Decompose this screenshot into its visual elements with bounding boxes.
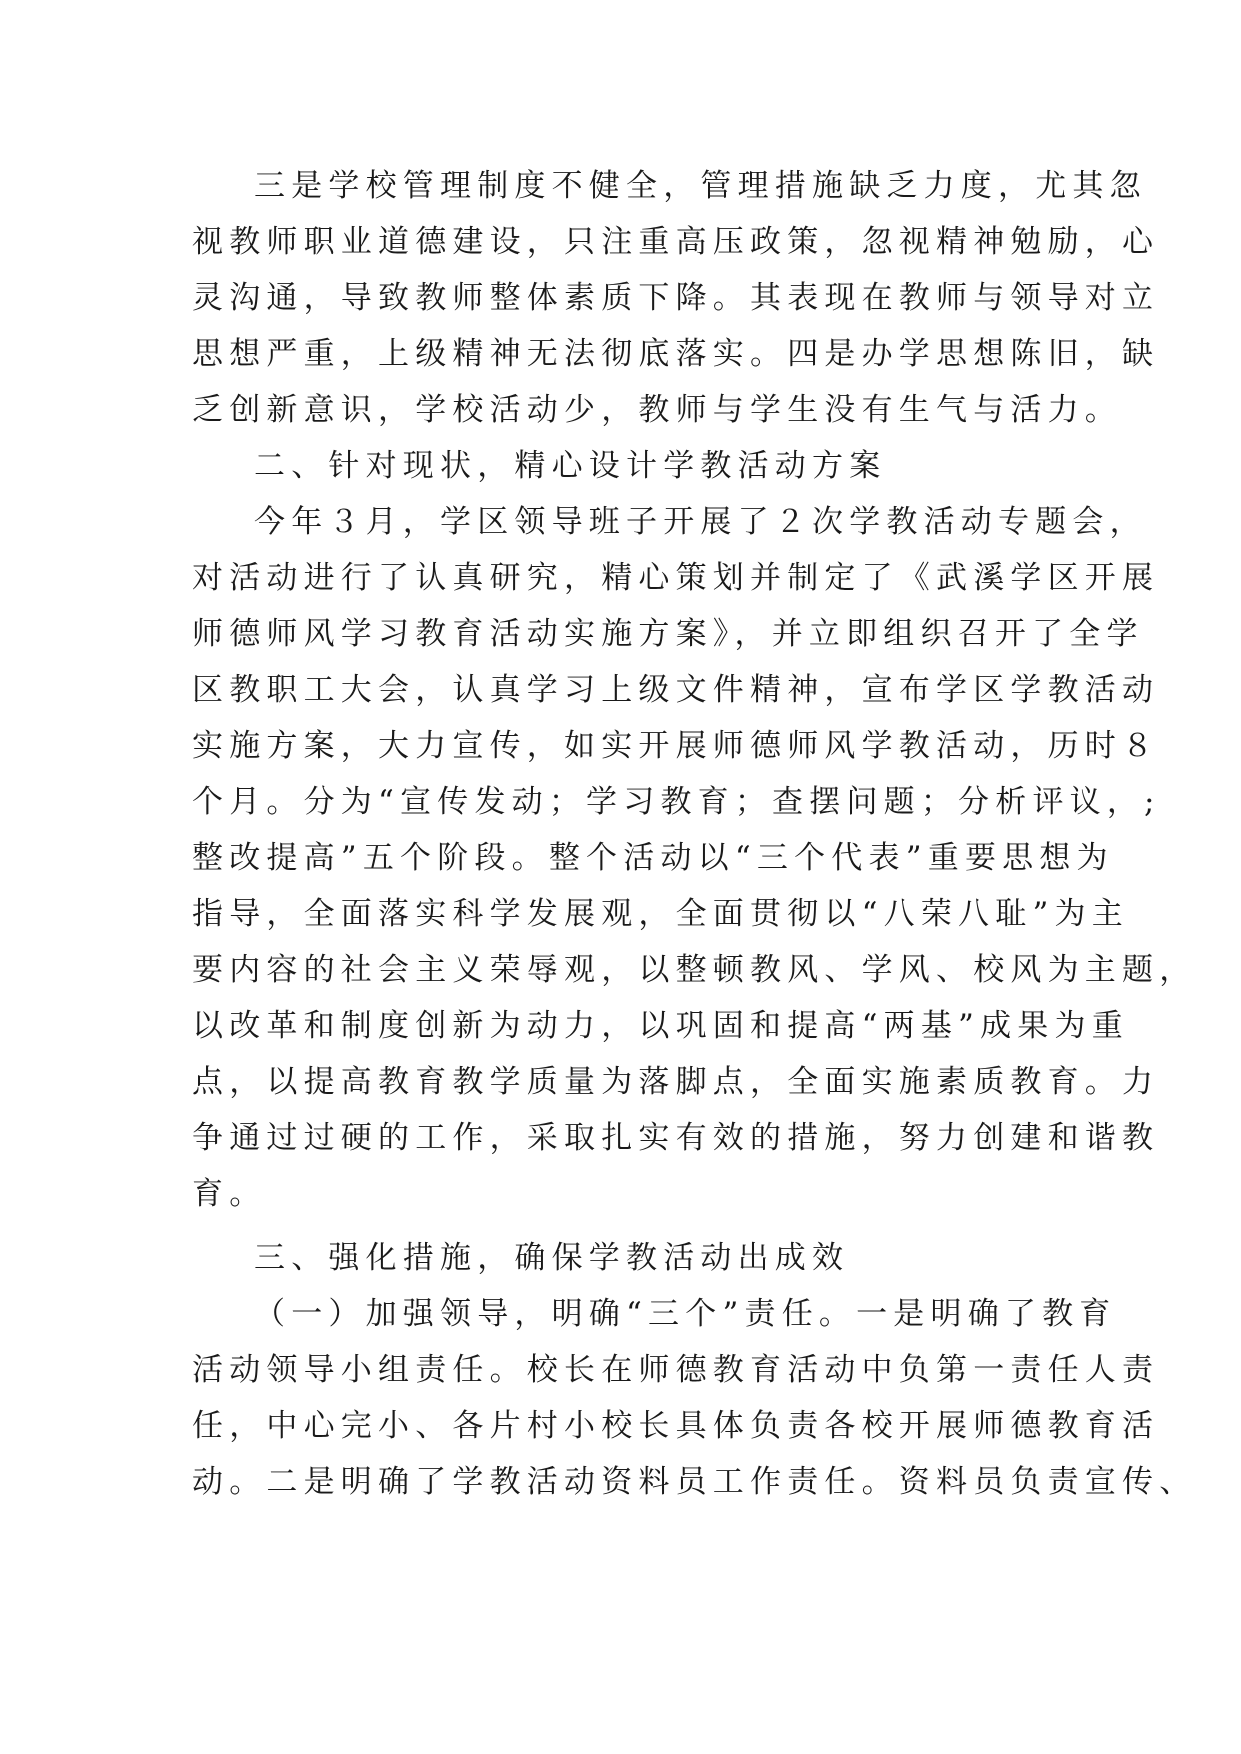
paragraph-line: 今年３月，学区领导班子开展了２次学教活动专题会，	[254, 504, 1147, 540]
paragraph-line: 灵沟通，导致教师整体素质下降。其表现在教师与领导对立	[192, 280, 1160, 316]
paragraph-line: 对活动进行了认真研究，精心策划并制定了《武溪学区开展	[192, 560, 1160, 596]
section-heading: 三、强化措施，确保学教活动出成效	[254, 1240, 850, 1276]
paragraph-line: 争通过过硬的工作，采取扎实有效的措施，努力创建和谐教	[192, 1120, 1160, 1156]
paragraph-line: 动。二是明确了学教活动资料员工作责任。资料员负责宣传、	[192, 1464, 1197, 1500]
paragraph-line: 育。	[192, 1176, 267, 1212]
paragraph-line: （一）加强领导，明确“三个”责任。一是明确了教育	[254, 1296, 1117, 1332]
paragraph-line: 三是学校管理制度不健全，管理措施缺乏力度，尤其忽	[254, 168, 1147, 204]
section-heading: 二、针对现状，精心设计学教活动方案	[254, 448, 887, 484]
paragraph-line: 师德师风学习教育活动实施方案》，并立即组织召开了全学	[192, 616, 1144, 652]
paragraph-line: 区教职工大会，认真学习上级文件精神，宣布学区学教活动	[192, 672, 1160, 708]
paragraph-line: 点，以提高教育教学质量为落脚点，全面实施素质教育。力	[192, 1064, 1160, 1100]
paragraph-line: 个月。分为“宣传发动；学习教育；查摆问题；分析评议，;	[192, 784, 1161, 820]
paragraph-line: 指导，全面落实科学发展观，全面贯彻以“八荣八耻”为主	[192, 896, 1129, 932]
paragraph-line: 活动领导小组责任。校长在师德教育活动中负第一责任人责	[192, 1352, 1160, 1388]
paragraph-line: 视教师职业道德建设，只注重高压政策，忽视精神勉励，心	[192, 224, 1160, 260]
paragraph-line: 整改提高”五个阶段。整个活动以“三个代表”重要思想为	[192, 840, 1114, 876]
paragraph-line: 要内容的社会主义荣辱观，以整顿教风、学风、校风为主题，	[192, 952, 1197, 988]
paragraph-line: 实施方案，大力宣传，如实开展师德师风学教活动，历时８	[192, 728, 1160, 764]
paragraph-line: 乏创新意识，学校活动少，教师与学生没有生气与活力。	[192, 392, 1122, 428]
paragraph-line: 思想严重，上级精神无法彻底落实。四是办学思想陈旧，缺	[192, 336, 1160, 372]
paragraph-line: 以改革和制度创新为动力，以巩固和提高“两基”成果为重	[192, 1008, 1129, 1044]
paragraph-line: 任，中心完小、各片村小校长具体负责各校开展师德教育活	[192, 1408, 1160, 1444]
